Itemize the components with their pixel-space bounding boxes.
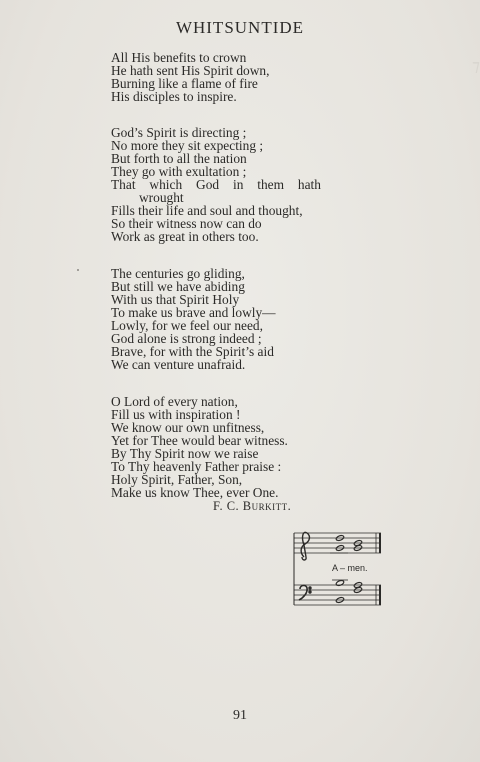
stanza-2 <box>111 126 323 243</box>
stanza-3 <box>111 267 323 371</box>
verse-line: God alone is strong indeed ; <box>111 331 262 346</box>
verse-line: They go with exultation ; <box>111 164 247 179</box>
verse-word: God <box>196 177 220 192</box>
verse-line: But still we have abiding <box>111 279 245 294</box>
verse-line: Burning like a flame of fire <box>111 76 258 91</box>
verse-line: Fill us with inspiration ! <box>111 407 241 422</box>
author-attribution <box>213 499 291 514</box>
verse-word: in <box>232 177 244 192</box>
verse-line: God’s Spirit is directing ; <box>111 125 247 140</box>
verse-line: With us that Spirit Holy <box>111 292 240 307</box>
verse-line: Work as great in others too. <box>111 229 259 244</box>
verse-continuation: wrought <box>139 190 184 205</box>
author-surname: Burkitt. <box>242 499 292 513</box>
verse-line: So their witness now can do <box>111 216 262 231</box>
verse-word: which <box>149 177 183 192</box>
verse-line: To make us brave and lowly— <box>111 305 276 320</box>
page-number: 91 <box>233 708 247 723</box>
verse-line: He hath sent His Spirit down, <box>111 63 270 78</box>
verse-line: Yet for Thee would bear witness. <box>111 433 288 448</box>
amen-music-notation <box>290 527 385 611</box>
verse-line: Fills their life and soul and thought, <box>111 203 303 218</box>
verse-line: The centuries go gliding, <box>111 266 245 281</box>
stanza-4 <box>111 395 323 499</box>
verse-word: them <box>257 177 285 192</box>
verse-line: O Lord of every nation, <box>111 394 238 409</box>
verse-line: No more they sit expecting ; <box>111 138 264 153</box>
treble-notes <box>330 535 363 553</box>
verse-line: Holy Spirit, Father, Son, <box>111 472 243 487</box>
verse-line: We can venture unafraid. <box>111 357 246 372</box>
bleed-through-mark: ⁊ <box>472 58 480 75</box>
verse-line: We know our own unfitness, <box>111 420 265 435</box>
verse-line: Make us know Thee, ever One. <box>111 485 279 500</box>
amen-lyric: A – men. <box>332 563 368 573</box>
verse-word: That <box>111 177 136 192</box>
verse-line: Lowly, for we feel our need, <box>111 318 263 333</box>
bass-clef-icon <box>299 585 311 600</box>
verse-line: By Thy Spirit now we raise <box>111 446 259 461</box>
verse-line: To Thy heavenly Father praise : <box>111 459 282 474</box>
paper-speck <box>77 269 79 271</box>
verse-line: But forth to all the nation <box>111 151 247 166</box>
verse-word: hath <box>297 177 321 192</box>
treble-clef-icon <box>301 532 309 560</box>
author-initials: F. C. <box>213 499 240 513</box>
verse-line: Brave, for with the Spirit’s aid <box>111 344 274 359</box>
page-title: WHITSUNTIDE <box>175 18 305 37</box>
verse-line: His disciples to inspire. <box>111 89 237 104</box>
stanza-1 <box>111 51 323 103</box>
verse-line: All His benefits to crown <box>111 50 247 65</box>
